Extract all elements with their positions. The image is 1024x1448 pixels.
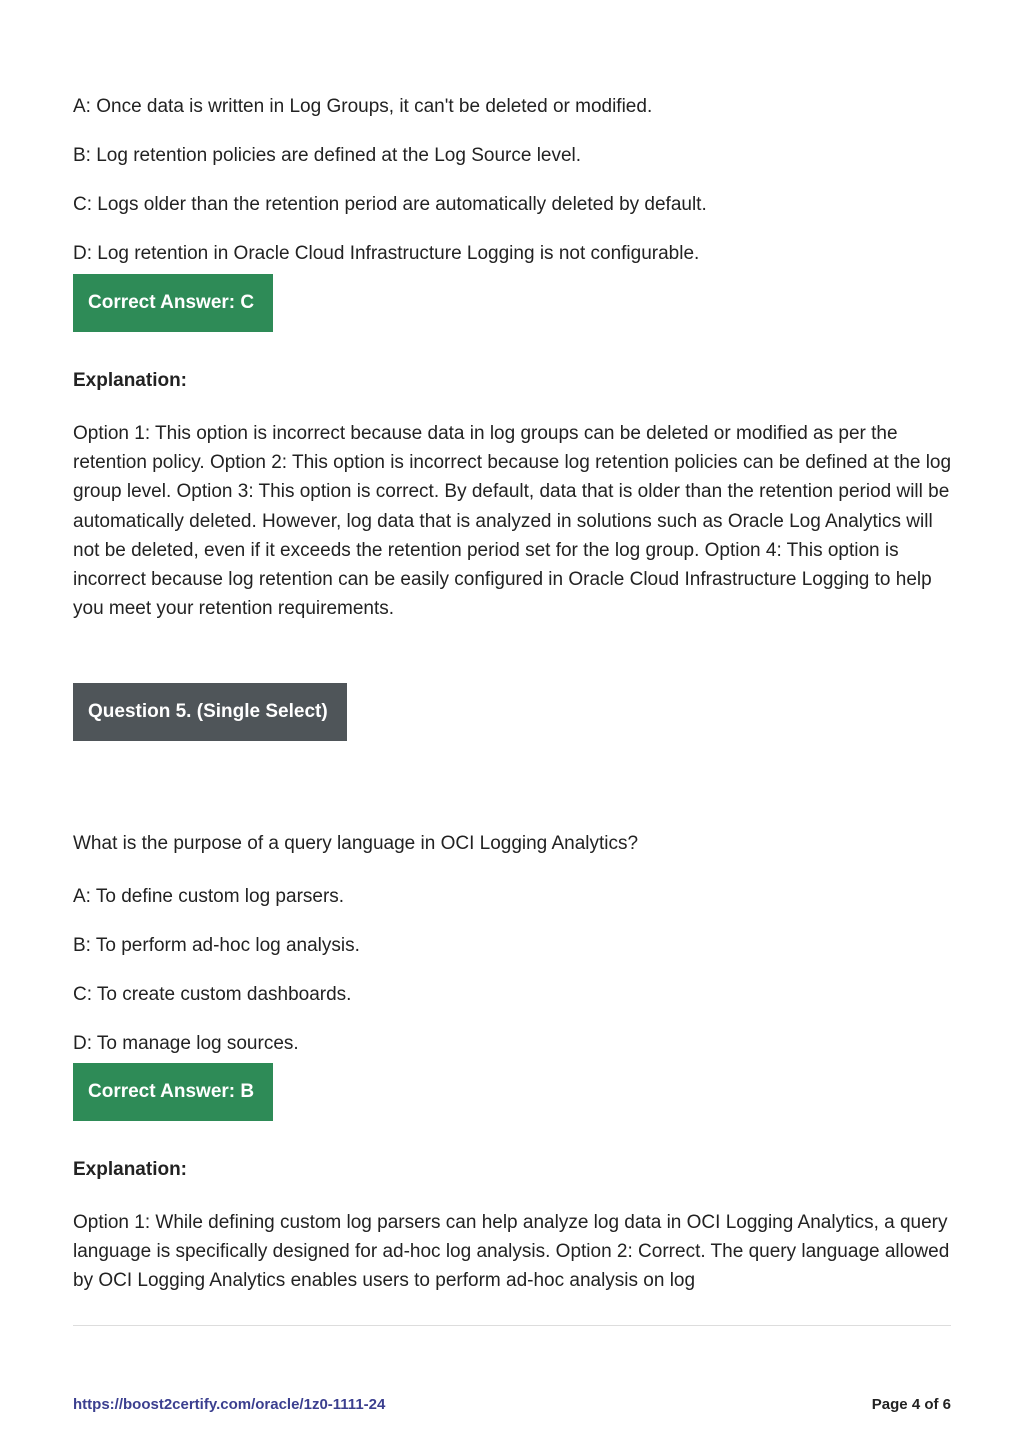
question-text: What is the purpose of a query language in OCI Logging Analytics? [73, 833, 639, 854]
footer-link[interactable]: https://boost2certify.com/oracle/1z0-1111-24 [73, 1396, 386, 1413]
option-c: C: To create custom dashboards. [73, 984, 352, 1005]
option-d: D: To manage log sources. [73, 1033, 299, 1054]
option-c: C: Logs older than the retention period are automatically deleted by default. [73, 194, 707, 215]
option-a: A: Once data is written in Log Groups, it can't be deleted or modified. [73, 96, 653, 117]
explanation-heading: Explanation: [73, 370, 188, 391]
explanation-heading: Explanation: [73, 1159, 188, 1180]
footer-divider [73, 1325, 951, 1326]
correct-answer-badge: Correct Answer: C [73, 274, 273, 332]
question-badge: Question 5. (Single Select) [73, 683, 347, 741]
option-d: D: Log retention in Oracle Cloud Infrastructure Logging is not configurable. [73, 243, 700, 264]
explanation-text: Option 1: While defining custom log parsers can help analyze log data in OCI Logging Analytics, a query language is specifically designed for ad-hoc log analysis. Option 2: Correct. The query language allowed by OCI Logging Analytics enables users to perform ad-hoc analysis on log [73, 1212, 950, 1292]
page-number: Page 4 of 6 [871, 1396, 951, 1413]
option-b: B: Log retention policies are defined at the Log Source level. [73, 145, 582, 166]
correct-answer-badge: Correct Answer: B [73, 1063, 273, 1121]
option-a: A: To define custom log parsers. [73, 886, 345, 907]
explanation-text: Option 1: This option is incorrect because data in log groups can be deleted or modified as per the retention policy. Option 2: This option is incorrect because log retention policies can be defined at the log group level. Option 3: This option is correct. By default, data that is older than the retention period will be automatically deleted. However, log data that is analyzed in solutions such as Oracle Log Analytics will not be deleted, even if it exceeds the retention period set for the log group. Option 4: This option is incorrect because log retention can be easily configured in Oracle Cloud Infrastructure Logging to help you meet your retention requirements. [73, 423, 952, 620]
option-b: B: To perform ad-hoc log analysis. [73, 935, 360, 956]
